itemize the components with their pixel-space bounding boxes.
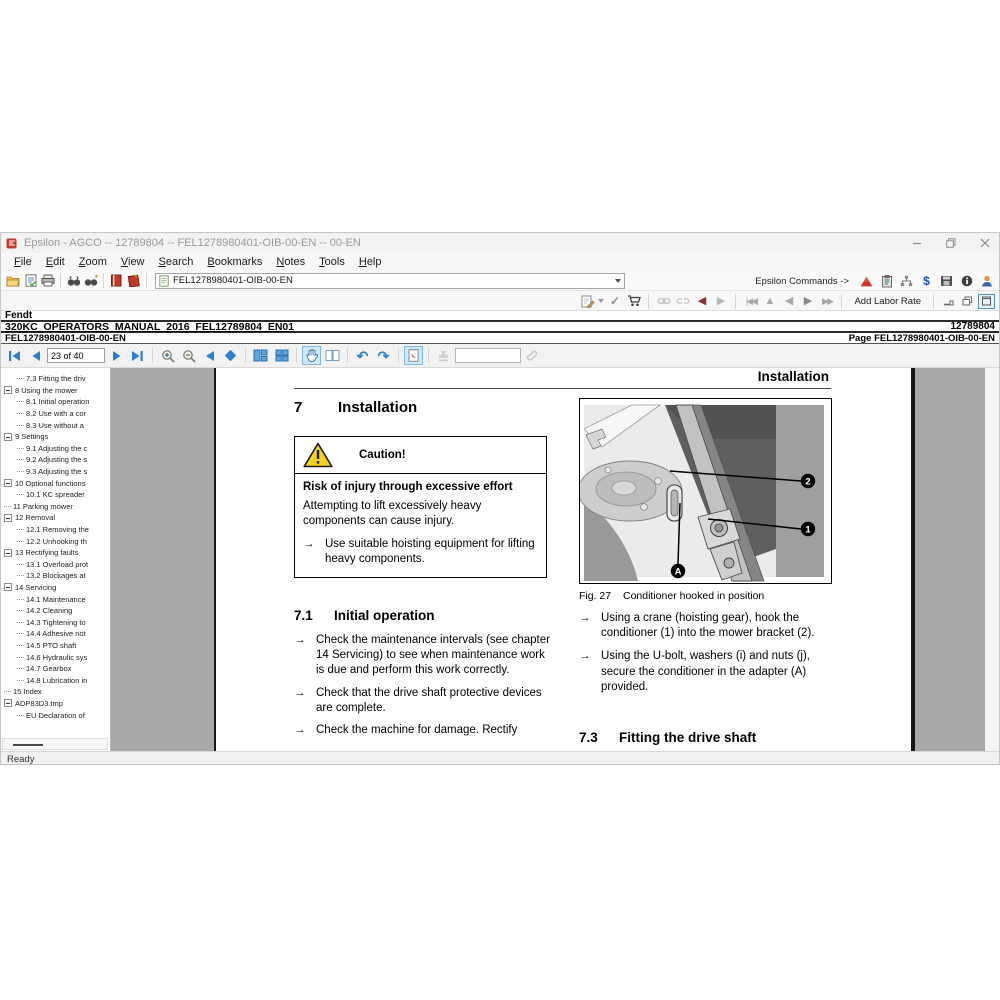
caution-label: Caution! [359,449,406,461]
page-number-input[interactable] [47,348,105,363]
figure-27-image [579,398,832,584]
tree-connector [17,575,24,576]
caution-body: Attempting to lift excessively heavy components can cause injury. [303,500,482,527]
tree-connector [17,680,24,681]
clipboard-icon[interactable] [878,273,895,289]
history-back-icon[interactable]: ◀ [697,294,707,307]
first-record-icon: |◀◀ [745,295,757,306]
figure-caption [579,590,764,602]
tree-item-label: 9.3 Adjusting the s [26,467,88,477]
tree-item-label: 9 Settings [15,432,49,442]
tree-item-label: 13.1 Overload prot [26,559,89,569]
warning-triangle-icon[interactable] [858,273,875,289]
hand-tool-button[interactable] [302,346,321,365]
status-bar [1,751,999,765]
tree-item[interactable] [1,593,110,605]
menu-item[interactable]: Edit [45,256,65,268]
action-arrow-icon: → [294,686,306,699]
tree-item[interactable] [1,628,110,640]
tree-connector [17,413,24,414]
menu-bar [1,253,999,271]
callout-1: 1 [805,524,811,536]
title-bar [1,233,999,253]
document-icon [159,275,169,287]
zoom-in-button[interactable] [158,346,177,365]
section-number: 7 [294,399,303,416]
search-binoculars-plus-icon[interactable] [82,273,99,289]
tree-item-label: 14.4 Adhesive not [26,629,86,639]
tree-item[interactable] [1,396,110,408]
page-label: Page FEL1278980401-OIB-00-EN [848,332,995,344]
tree-item-label: 12.2 Unhooking th [26,536,87,546]
tree-item[interactable] [1,524,110,536]
secondary-toolbar-cluster [579,291,995,311]
tree-item[interactable] [1,385,110,397]
action-arrow-icon: → [294,634,306,646]
tree-item[interactable] [1,512,110,524]
tree-connector [17,378,24,379]
status-text: Ready [7,753,35,765]
section-7-heading [294,399,417,416]
doc-code: FEL1278980401-OIB-00-EN [5,332,126,344]
tree-connector [17,529,24,530]
tree-item[interactable] [1,686,110,698]
tree-item[interactable] [1,640,110,652]
cart-icon[interactable] [625,293,642,309]
tree-item-label: 8.2 Use with a cor [26,409,87,419]
menu-item[interactable]: Tools [319,256,345,268]
redo-icon[interactable]: ↷ [377,347,390,364]
collapse-icon[interactable] [4,549,12,557]
tree-item[interactable] [1,616,110,628]
action-arrow-icon: → [579,612,591,624]
tree-item-label: 12 Removal [15,513,56,523]
tree-item-label: EU Declaration of [26,710,85,720]
tree-item[interactable] [1,709,110,721]
document-selector[interactable] [155,273,625,289]
search-binoculars-icon[interactable] [65,273,82,289]
tree-item-label: 9.2 Adjusting the s [26,455,88,465]
tree-connector [17,633,24,634]
sitemap-icon[interactable] [898,273,915,289]
tree-item-label: 11 Parking mower [13,501,73,511]
figure-caption-text: Conditioner hooked in position [623,590,765,602]
chevron-down-icon [615,279,621,283]
tree-item[interactable] [1,582,110,594]
tree-item-label: 14.8 Lubrication in [26,675,88,685]
zoom-out-button[interactable] [179,346,198,365]
tree-item[interactable] [1,489,110,501]
collapse-icon[interactable] [4,386,12,394]
collapse-icon[interactable] [4,433,12,441]
instruction-bullet [579,649,839,695]
tree-connector [17,459,24,460]
undo-icon[interactable]: ↶ [356,347,369,364]
document-canvas [111,368,999,751]
tree-connector [17,645,24,646]
tree-item-label: 15 Index [13,687,42,697]
dollar-icon[interactable]: $ [923,274,930,288]
app-logo-icon [6,237,18,249]
pdf-view-button[interactable] [404,346,423,365]
section-number: 7.1 [294,608,313,623]
tree-item[interactable] [1,443,110,455]
tree-connector [4,506,11,507]
tree-item[interactable] [1,651,110,663]
warning-triangle-icon [303,442,333,468]
tree-item-label: 8 Using the mower [15,385,78,395]
user-icon[interactable] [978,273,995,289]
menu-item[interactable]: Help [358,256,382,268]
application-window [0,232,1000,765]
view-back-button[interactable] [200,346,219,365]
callout-2: 2 [805,476,811,488]
tree-item-label: 10.1 KC spreader [26,490,85,500]
close-button[interactable] [979,237,991,249]
tile-pages-icon[interactable] [272,346,291,365]
scrollbar-thumb[interactable] [13,744,43,746]
running-header: Installation [757,369,829,384]
restore-button[interactable] [945,237,957,249]
tree-item-label: 14.3 Tightening to [26,617,86,627]
tree-item-label: 14 Servicing [15,582,57,592]
collapse-icon[interactable] [4,699,12,707]
note-edit-icon[interactable] [579,293,596,309]
attach-icon-disabled [523,346,542,365]
tree-connector [17,668,24,669]
tree-connector [17,610,24,611]
tree-item[interactable] [1,535,110,547]
tree-item[interactable] [1,547,110,559]
section-title: Installation [338,399,418,416]
manual-title-row [1,322,999,333]
next-record-icon[interactable]: ▶ [803,294,813,307]
caution-risk-heading: Risk of injury through excessive effort [303,481,513,493]
tree-item-label: 12.1 Removing the [26,525,89,535]
mdi-minimize-icon[interactable] [940,294,957,309]
doc-code-row [1,333,999,344]
add-labor-rate-button[interactable]: Add Labor Rate [854,295,921,307]
window-title: Epsilon - AGCO -- 12789804 -- FEL1278980401-OIB-00-EN -- 00-EN [24,237,361,249]
tree-item[interactable] [1,419,110,431]
history-forward-icon: ▶ [716,294,726,307]
section-title: Initial operation [334,608,435,623]
epsilon-commands-label: Epsilon Commands -> [755,275,849,287]
unlink-icon [674,293,691,309]
tree-item-label: 8.3 Use without a [26,420,84,430]
menu-item[interactable]: File [14,256,32,268]
section-title: Fitting the drive shaft [619,730,757,745]
tree-horizontal-scrollbar[interactable] [2,738,108,750]
tree-item-label: 13 Rectifying faults [15,548,79,558]
link-icon [655,293,672,309]
tree-connector [17,657,24,658]
left-bullet-list [294,633,552,738]
menu-item[interactable]: View [120,256,145,268]
view-forward-button[interactable] [221,346,240,365]
bullet-text: Check the machine for damage. Rectify [316,724,518,737]
epsilon-commands-cluster [749,271,995,291]
bullet-text: Check that the drive shaft protective devices are complete. [316,686,542,714]
up-record-icon: ▲ [764,294,776,307]
tree-connector [4,691,11,692]
validate-doc-icon[interactable] [22,273,39,289]
collapse-icon[interactable] [4,583,12,591]
last-record-icon: ▶▶ [822,295,832,306]
tree-item-label: 14.1 Maintenance [26,594,86,604]
stamp-icon-disabled [434,346,453,365]
brand-label: Fendt [5,310,33,321]
facing-pages-icon[interactable] [323,346,342,365]
action-arrow-icon: → [579,650,591,663]
tree-item[interactable] [1,663,110,675]
canvas-right-strip [985,368,999,751]
tree-connector [17,599,24,600]
export-save-icon[interactable] [938,273,955,289]
mdi-maximize-icon[interactable] [978,294,995,309]
tree-item[interactable] [1,431,110,443]
tree-item[interactable] [1,605,110,617]
page-nav-toolbar [1,344,999,368]
document-selector-value: FEL1278980401-OIB-00-EN [173,275,293,286]
caution-action: Use suitable hoisting equipment for lifting heavy components. [325,538,535,565]
tree-connector [17,715,24,716]
tree-connector [17,564,24,565]
action-arrow-icon: → [294,724,306,737]
tree-item-label: ADP83D3.tmp [15,698,63,708]
tree-connector [17,425,24,426]
tree-connector [17,471,24,472]
tree-connector [17,541,24,542]
menu-item[interactable]: Zoom [78,256,107,268]
print-icon[interactable] [39,273,56,289]
section-7-3-heading [579,730,756,745]
tree-item[interactable] [1,501,110,513]
section-number: 7.3 [579,730,598,745]
menu-item[interactable]: Search [158,256,194,268]
tree-item-label: 13.2 Blockages at [26,571,86,581]
instruction-bullet [294,723,552,738]
tree-item-label: 7.3 Fitting the driv [26,374,86,384]
bullet-text: Check the maintenance intervals (see chapter 14 Servicing) to see when maintenance work is due and perform this work correctly. [316,634,550,677]
tree-item-label: 10 Optional functions [15,478,86,488]
manual-number: 12789804 [950,321,995,332]
red-book-icon[interactable] [108,273,125,289]
document-page [214,368,915,751]
bullet-text: Using the U-bolt, washers (i) and nuts (j), secure the conditioner in the adapter (A) provided. [601,650,810,693]
instruction-bullet [579,611,839,641]
tree-item-label: 14.5 PTO shaft [26,640,77,650]
tree-item-label: 9.1 Adjusting the c [26,443,88,453]
check-icon[interactable]: ✓ [609,294,620,308]
toc-tree [1,368,111,751]
minimize-button[interactable] [911,237,923,249]
tree-item[interactable] [1,373,110,385]
first-page-button[interactable] [5,346,24,365]
collapse-icon[interactable] [4,514,12,522]
caution-box [294,436,547,578]
header-rule [294,388,831,389]
tree-item[interactable] [1,559,110,571]
last-page-button[interactable] [128,346,147,365]
tree-item[interactable] [1,466,110,478]
section-7-1-heading [294,608,435,623]
tree-item[interactable] [1,454,110,466]
tree-connector [17,622,24,623]
tree-item-label: 8.1 Initial operation [26,397,90,407]
collapse-icon[interactable] [4,479,12,487]
find-input[interactable] [455,348,521,363]
tree-item-label: 14.7 Gearbox [26,664,72,674]
tree-item[interactable] [1,698,110,710]
tree-connector [17,494,24,495]
callout-a: A [674,566,682,578]
prev-record-icon: ◀ [784,294,794,307]
note-edit-caret-icon[interactable] [598,299,604,303]
figure-label: Fig. 27 [579,590,612,602]
tree-item-label: 14.6 Hydraulic sys [26,652,88,662]
main-area [1,368,999,751]
tree-connector [17,401,24,402]
tree-item-label: 14.2 Cleaning [26,606,73,616]
mdi-restore-icon[interactable] [959,294,976,309]
instruction-bullet [294,633,552,679]
right-bullet-list [579,611,839,695]
tree-item[interactable] [1,408,110,420]
menu-item[interactable]: Bookmarks [207,256,263,268]
open-folder-icon[interactable] [5,273,22,289]
bullet-text: Using a crane (hoisting gear), hook the conditioner (1) into the mower bracket (2). [601,612,815,640]
info-icon[interactable] [958,273,975,289]
fit-width-icon[interactable] [251,346,270,365]
prev-page-button[interactable] [26,346,45,365]
tree-item[interactable] [1,477,110,489]
tree-connector [17,448,24,449]
action-arrow-icon: → [303,538,315,550]
manual-title: 320KC_OPERATORS_MANUAL_2016_FEL12789804_EN01 [5,320,295,333]
tree-item[interactable] [1,674,110,686]
red-book-history-icon[interactable] [125,273,142,289]
tree-item[interactable] [1,570,110,582]
next-page-button[interactable] [107,346,126,365]
instruction-bullet [294,686,552,716]
menu-item[interactable]: Notes [276,256,306,268]
